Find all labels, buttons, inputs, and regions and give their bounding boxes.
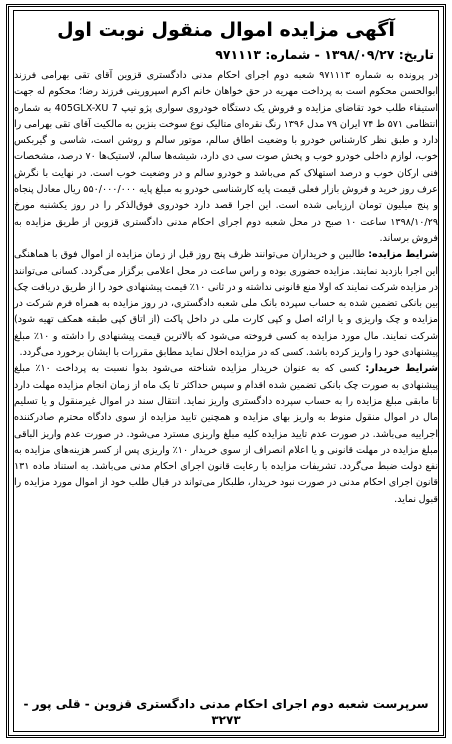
notice-title: آگهی مزایده اموال منقول نوبت اول [57, 19, 395, 41]
auction-conditions [14, 247, 438, 361]
buyer-conditions-text: کسی که به عنوان خریدار مزایده شناخته می‌شود بدوا نسبت به پرداخت ۱۰٪ مبلغ پیشنهادی به صورت چک بانکی تضمین شده اقدام و سپس حداکثر تا یک ماه از زمان انجام مزایده مهلت دارد تا مابقی مبلغ مزایده را به حساب سپرده دادگستری واریز نماید. انتقال سند در اموال غیرمنقول و یا تسلیم مال در اموال منقول منوط به واریز بهای مزایده و همچنین تایید مزایده از سوی دادگاه محترم صادرکننده اجراییه می‌باشد. در صورت عدم تایید مزایده کلیه مبلغ واریزی مسترد می‌شود. در صورت عدم واریز الباقی مبلغ مزایده در مهلت قانونی و یا اعلام انصراف از سوی خریدار ۱۰٪ واریزی پس از کسر هزینه‌های مزایده به نفع دولت ضبط می‌گردد. تشریفات مزایده با رعایت قانون اجرای احکام مدنی می‌باشد. به استناد ماده ۱۳۱ قانون اجرای احکام مدنی در صورت نبود خریدار، طلبکار می‌تواند در قبال طلب خود از اموال مورد مزایده را قبول نماید. [14, 363, 438, 505]
buyer-conditions [14, 361, 438, 508]
notice-paragraph-main: در پرونده به شماره ۹۷۱۱۱۳ شعبه دوم اجرای احکام مدنی دادگستری قزوین آقای تقی بهرامی فرزند ابوالحسن محکوم است به پرداخت مهریه در حق خواهان خانم اکرم اسپرورینی فرزند رضا؛ محکوم له جهت استیفاء طلب خود تقاضای مزایده و فروش یک دستگاه خودروی سواری پژو تیپ 405GLX-XU 7 به شماره انتظامی ۵۷۱ ط ۷۴ ایران ۷۹ مدل ۱۳۹۶ رنگ نقره‌ای متالیک نوع سوخت بنزین به مالکیت آقای تقی بهرامی را دارد و طبق نظر کارشناس خودرو با وضعیت اطاق سالم، موتور سالم و روشن است، شاسی و گیربکس خوب، لوازم داخلی خودرو خوب و پخش صوت سی دی دارد، شیشه‌ها سالم، لاستیک‌ها ۷۰ درصد، مشخصات فنی ارکان خوب و درصد استهلاک کم می‌باشد و خودرو سالم و در وضعیت خوب است. در نهایت با نگرش عرف روز خرید و فروش بازار فعلی قیمت پایه کارشناسی خودرو به مبلغ پایه ۵۵۰/۰۰۰/۰۰۰ ریال معادل پنجاه و پنج میلیون تومان ارزیابی شده است. این اجرا قصد دارد خودروی فوق‌الذکر را در روز یکشنبه مورخ ۱۳۹۸/۱۰/۲۹ ساعت ۱۰ صبح در محل شعبه دوم اجرای احکام مدنی دادگستری قزوین از طریق مزایده به فروش برساند. [14, 70, 438, 244]
notice-signature-footer: سرپرست شعبه دوم اجرای احکام مدنی دادگستری قزوین - قلی پور - ۳۲۷۳ [23, 697, 429, 727]
notice-content [14, 18, 438, 730]
buyer-conditions-label: شرایط خریدار: [365, 363, 438, 375]
auction-conditions-label: شرایط مزایده: [368, 249, 438, 261]
notice-date-number: تاریخ: ۱۳۹۸/۰۹/۲۷ - شماره: ۹۷۱۱۱۳ [215, 47, 434, 62]
auction-conditions-text: طالبین و خریداران می‌توانند ظرف پنج روز قبل از زمان مزایده از اموال فوق با هماهنگی این اجرا بازدید نمایند. مزایده حضوری بوده و راس ساعت در محل اعلامی برگزار می‌گردد. کسانی می‌توانند در مزایده شرکت نمایند که اولا منع قانونی نداشته و در ثانی ۱۰٪ قیمت پیشنهادی خود را از طریق دریافت چک بین بانکی تضمین شده به حساب سپرده بانک ملی شعبه دادگستری، در روز مزایده به همراه فرم شرکت در مزایده و چک واریزی و یا ارائه اصل و کپی کارت ملی در داخل پاکت (از اتاق کپی طبقه همکف تهیه شود) شرکت نمایند. مال مورد مزایده به کسی فروخته می‌شود که بالاترین قیمت پیشنهادی را داشته و ۱۰٪ مبلغ پیشنهادی خود را واریز کرده باشد. کسی که در مزایده اخلال نماید مطابق مقررات با ایشان برخورد می‌گردد. [14, 249, 438, 359]
